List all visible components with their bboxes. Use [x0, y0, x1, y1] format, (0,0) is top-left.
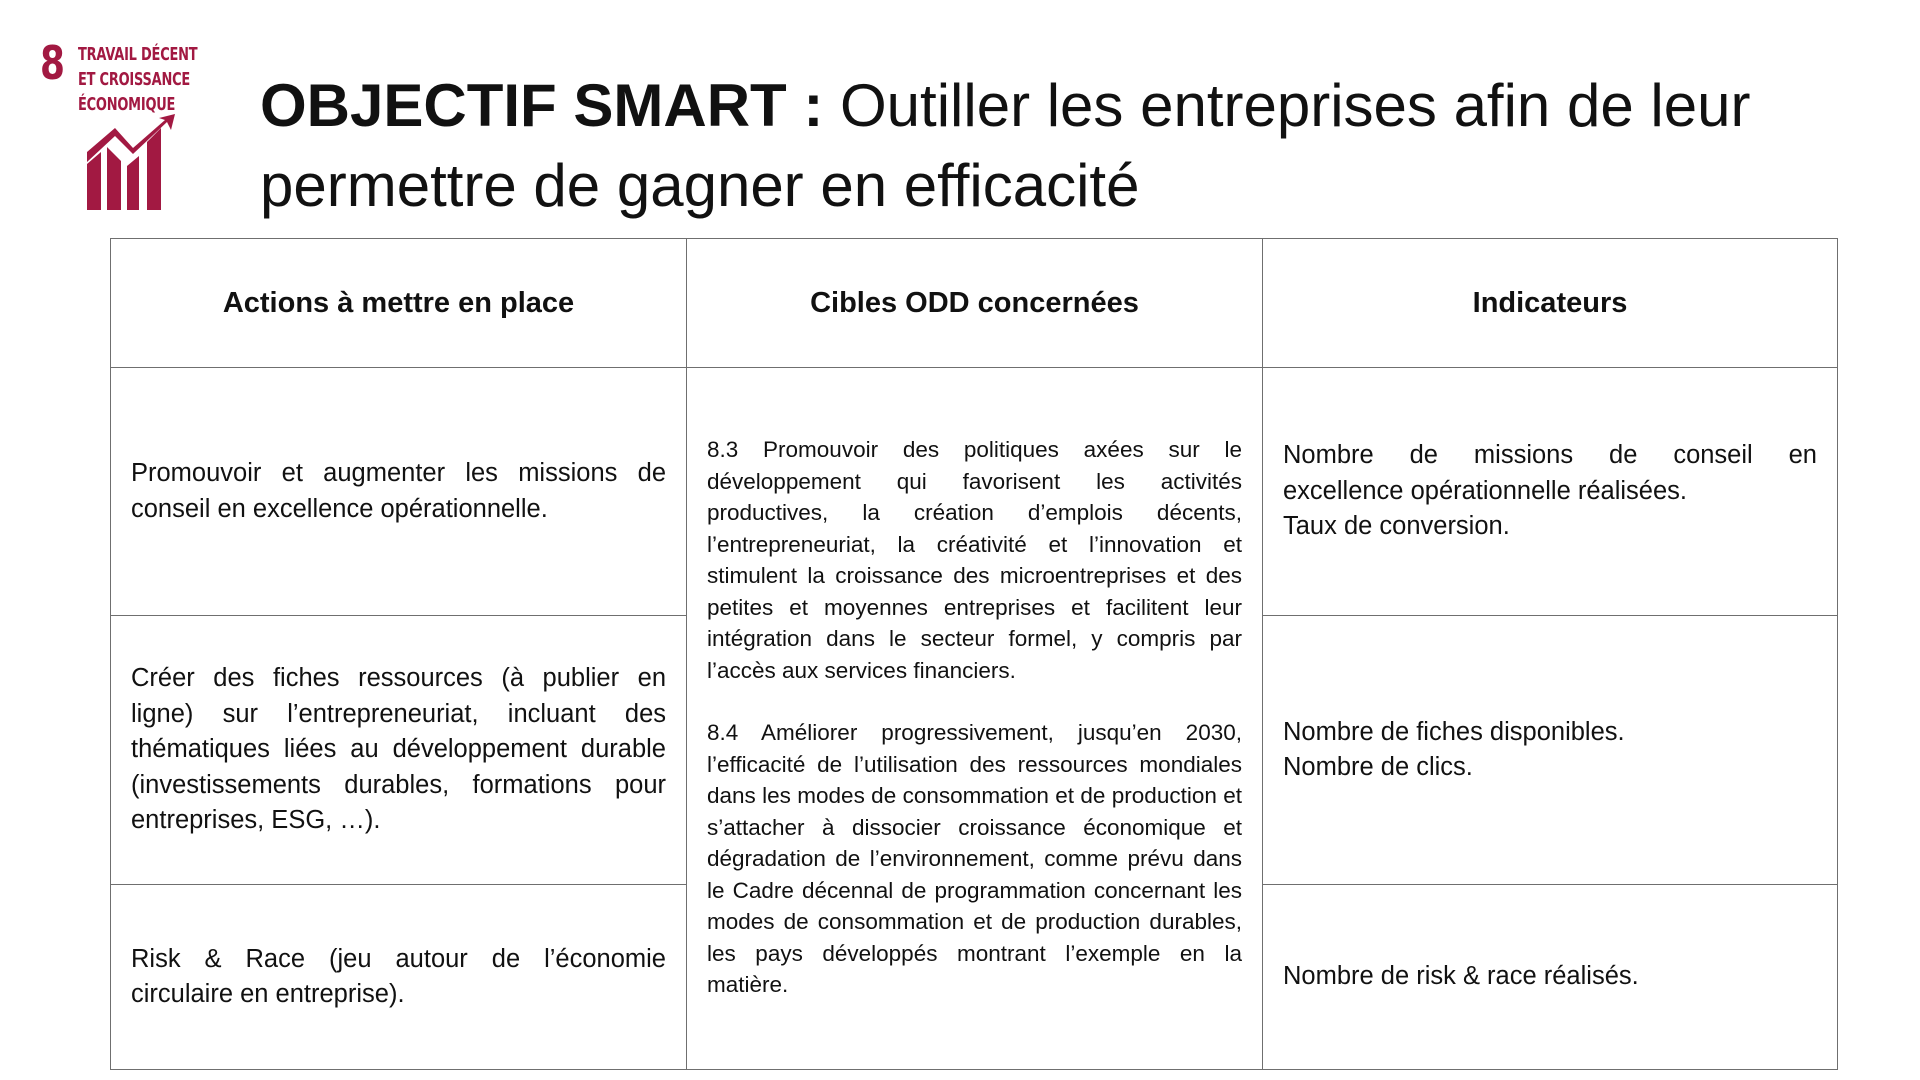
sdg-label-line: ÉCONOMIQUE [78, 94, 176, 115]
growth-chart-icon [87, 114, 177, 210]
indicator-line: Nombre de risk & race réalisés. [1283, 962, 1639, 991]
action-cell: Créer des fiches ressources (à publier en ligne) sur l’entrepreneuriat, incluant des thématiques liées au développement durable (investissements durables, formations pour entreprises, ESG, …). [111, 616, 687, 885]
action-cell: Promouvoir et augmenter les missions de conseil en excellence opérationnelle. [111, 368, 687, 616]
indicator-line: Nombre de clics. [1283, 753, 1473, 781]
indicator-line: Taux de conversion. [1283, 512, 1510, 541]
sdg-label-line: TRAVAIL DÉCENT [78, 44, 198, 65]
sdg-number: 8 [40, 36, 65, 90]
header-indicators: Indicateurs [1263, 239, 1838, 368]
title-prefix: OBJECTIF SMART : [260, 72, 824, 139]
targets-cell [687, 368, 1263, 1070]
table-header-row [111, 239, 1838, 368]
table-row [111, 368, 1838, 616]
smart-objective-table [110, 238, 1838, 1070]
indicators-cell [1263, 368, 1838, 616]
indicator-line: excellence opérationnelle réalisées. [1283, 476, 1688, 505]
title-text: Outiller les entreprises afin de leur permettre de gagner en efficacité [260, 72, 1751, 219]
indicator-line: Nombre de missions de conseil en [1283, 441, 1817, 470]
sdg-label [78, 42, 198, 117]
target-8-3: 8.3 Promouvoir des politiques axées sur le développement qui favorisent les activités productives, la création d’emplois décents, l’entrepreneuriat, la créativité et l’innovation et stimulent la croissance des microentreprises et des petites et moyennes entreprises et facilitent leur intégration dans le secteur formel, y compris par l’accès aux services financiers. [707, 437, 1242, 683]
sdg-label-line: ET CROISSANCE [78, 69, 191, 90]
indicator-line: Nombre de fiches disponibles. [1283, 717, 1625, 746]
indicators-cell [1263, 616, 1838, 885]
header-targets: Cibles ODD concernées [687, 239, 1263, 368]
action-cell: Risk & Race (jeu autour de l’économie circulaire en entreprise). [111, 885, 687, 1070]
page-title [260, 66, 1880, 226]
sdg-8-badge [40, 38, 200, 213]
indicators-cell [1263, 885, 1838, 1070]
header-actions: Actions à mettre en place [111, 239, 687, 368]
target-8-4: 8.4 Améliorer progressivement, jusqu’en 2030, l’efficacité de l’utilisation des ressources mondiales dans les modes de consommation et de production et s’attacher à dissocier croissance économique et dégradation de l’environnement, comme prévu dans le Cadre décennal de programmation concernant les modes de consommation et de production durables, les pays développés montrant l’exemple en la matière. [707, 720, 1242, 998]
